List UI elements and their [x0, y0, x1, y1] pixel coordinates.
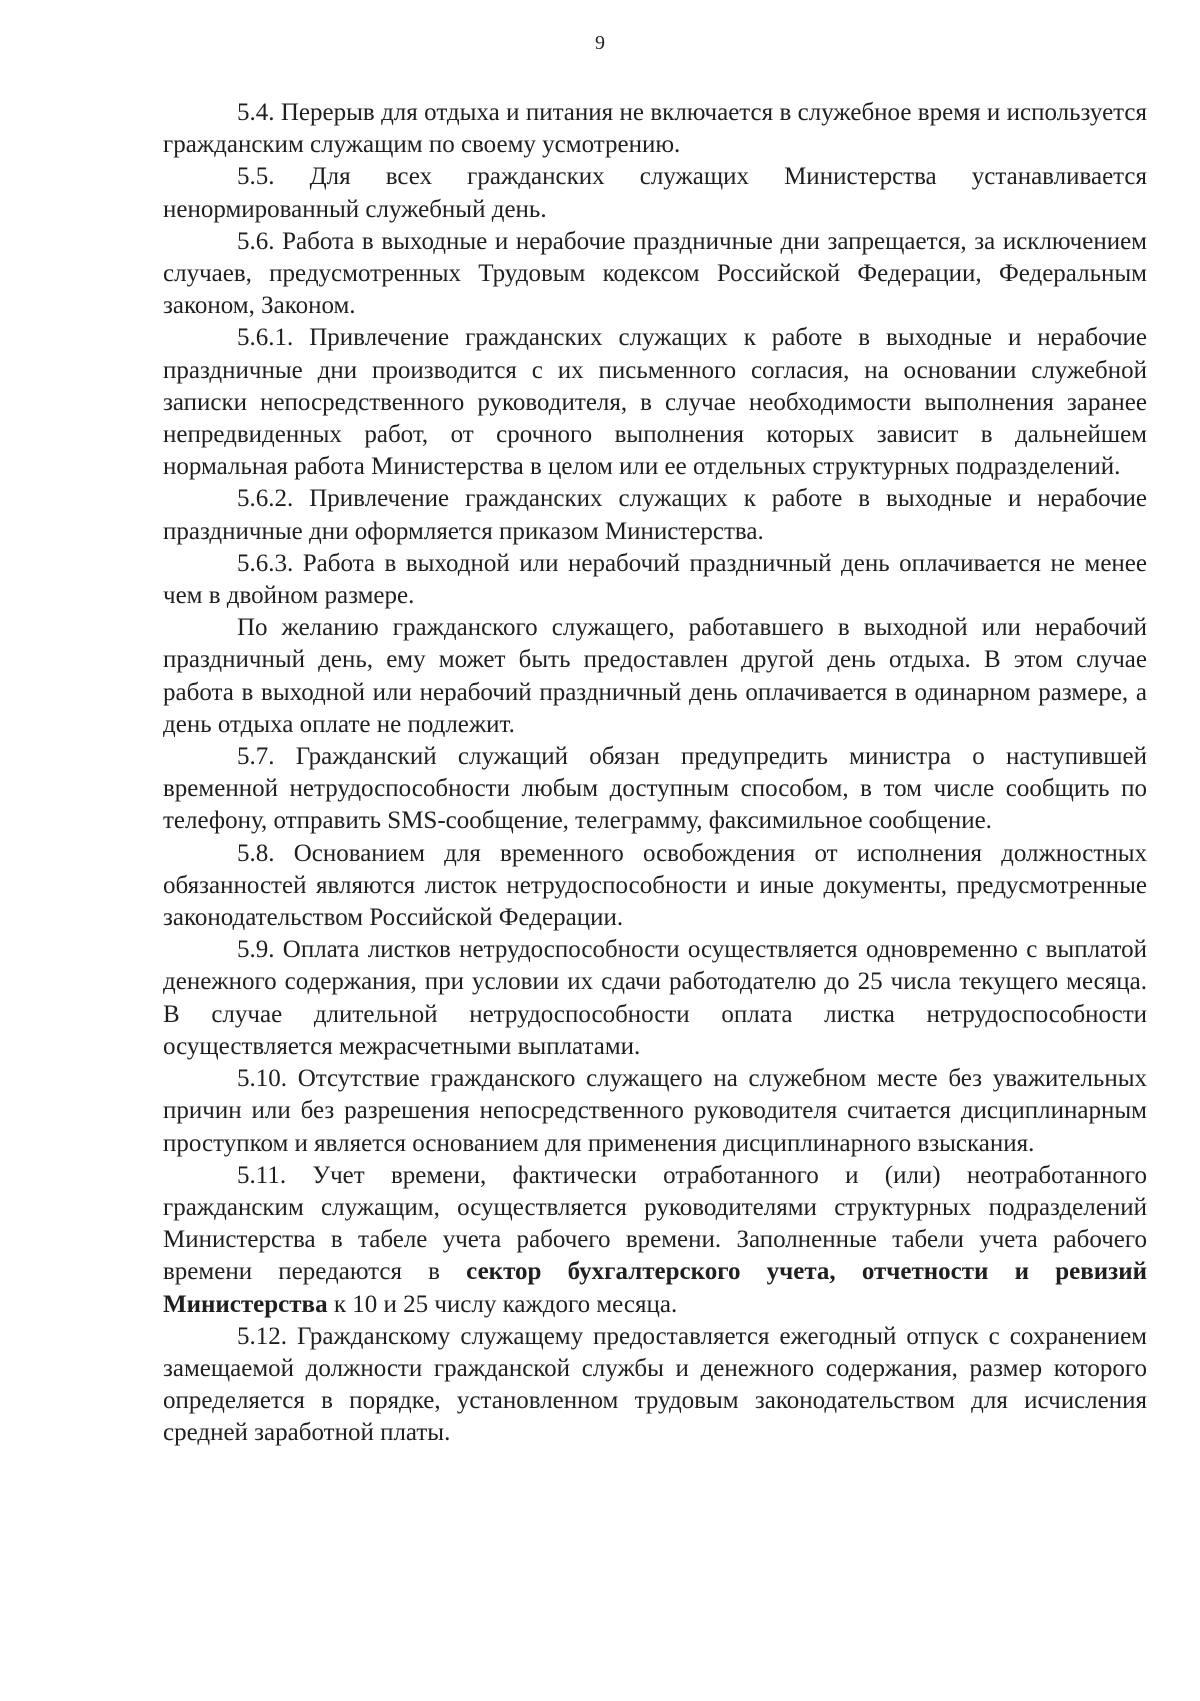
paragraph-5-5: 5.5. Для всех гражданских служащих Министерства устанавливается ненормированный служебный день.	[163, 163, 1147, 223]
paragraph-5-4: 5.4. Перерыв для отдыха и питания не включается в служебное время и используется гражданским служащим по своему усмотрению.	[163, 99, 1147, 159]
paragraph-5-6-1: 5.6.1. Привлечение гражданских служащих к работе в выходные и нерабочие праздничные дни производится с их письменного согласия, на основании служебной записки непосредственного руководителя, в случае необходимости выполнения заранее непредвиденных работ, от срочного выполнения которых зависит в дальнейшем нормальная работа Министерства в целом или ее отдельных структурных подразделений.	[163, 324, 1147, 481]
paragraph-5-6-3: 5.6.3. Работа в выходной или нерабочий праздничный день оплачивается не менее чем в двойном размере.	[163, 549, 1147, 610]
paragraph-5-8: 5.8. Основанием для временного освобождения от исполнения должностных обязанностей являются листок нетрудоспособности и иные документы, предусмотренные законодательством Российской Федерации.	[163, 839, 1147, 932]
paragraph-5-7: 5.7. Гражданский служащий обязан предупредить министра о наступившей временной нетрудоспособности любым доступным способом, в том числе сообщить по телефону, отправить SMS-сообщение, телеграмму, факсимильное сообщение.	[163, 743, 1147, 835]
paragraph-5-11	[163, 1160, 1147, 1321]
page-number: 9	[595, 32, 605, 54]
paragraph-5-11-text: 5.11. Учет времени, фактически отработанного и (или) неотработанного гражданским служащим, осуществляется руководителями структурных подразделений Министерства в табеле учета рабочего времени. Заполненные табели учета рабочего времени передаются в	[163, 1161, 1147, 1286]
paragraph-5-11-bold-text: сектор бухгалтерского учета, отчетности и ревизий Министерства	[163, 1258, 1147, 1318]
paragraph-5-6-2: 5.6.2. Привлечение гражданских служащих к работе в выходные и нерабочие праздничные дни оформляется приказом Министерства.	[163, 485, 1147, 545]
paragraph-5-11-text-end: к 10 и 25 числу каждого месяца.	[327, 1290, 678, 1318]
paragraph-5-6: 5.6. Работа в выходные и нерабочие праздничные дни запрещается, за исключением случаев, предусмотренных Трудовым кодексом Российской Федерации, Федеральным законом, Законом.	[163, 227, 1147, 320]
paragraph-day-off: По желанию гражданского служащего, работавшего в выходной или нерабочий праздничный день, ему может быть предоставлен другой день отдыха. В этом случае работа в выходной или нерабочий праздничный день оплачивается в одинарном размере, а день отдыха оплате не подлежит.	[163, 614, 1147, 738]
document-body	[163, 97, 1147, 1450]
paragraph-5-10: 5.10. Отсутствие гражданского служащего на служебном месте без уважительных причин или без разрешения непосредственного руководителя считается дисциплинарным проступком и является основанием для применения дисциплинарного взыскания.	[163, 1065, 1147, 1157]
paragraph-5-9: 5.9. Оплата листков нетрудоспособности осуществляется одновременно с выплатой денежного содержания, при условии их сдачи работодателю до 25 числа текущего месяца. В случае длительной нетрудоспособности оплата листка нетрудоспособности осуществляется межрасчетными выплатами.	[163, 936, 1147, 1060]
paragraph-5-12: 5.12. Гражданскому служащему предоставляется ежегодный отпуск с сохранением замещаемой должности гражданской службы и денежного содержания, размер которого определяется в порядке, установленном трудовым законодательством для исчисления средней заработной платы.	[163, 1322, 1147, 1447]
